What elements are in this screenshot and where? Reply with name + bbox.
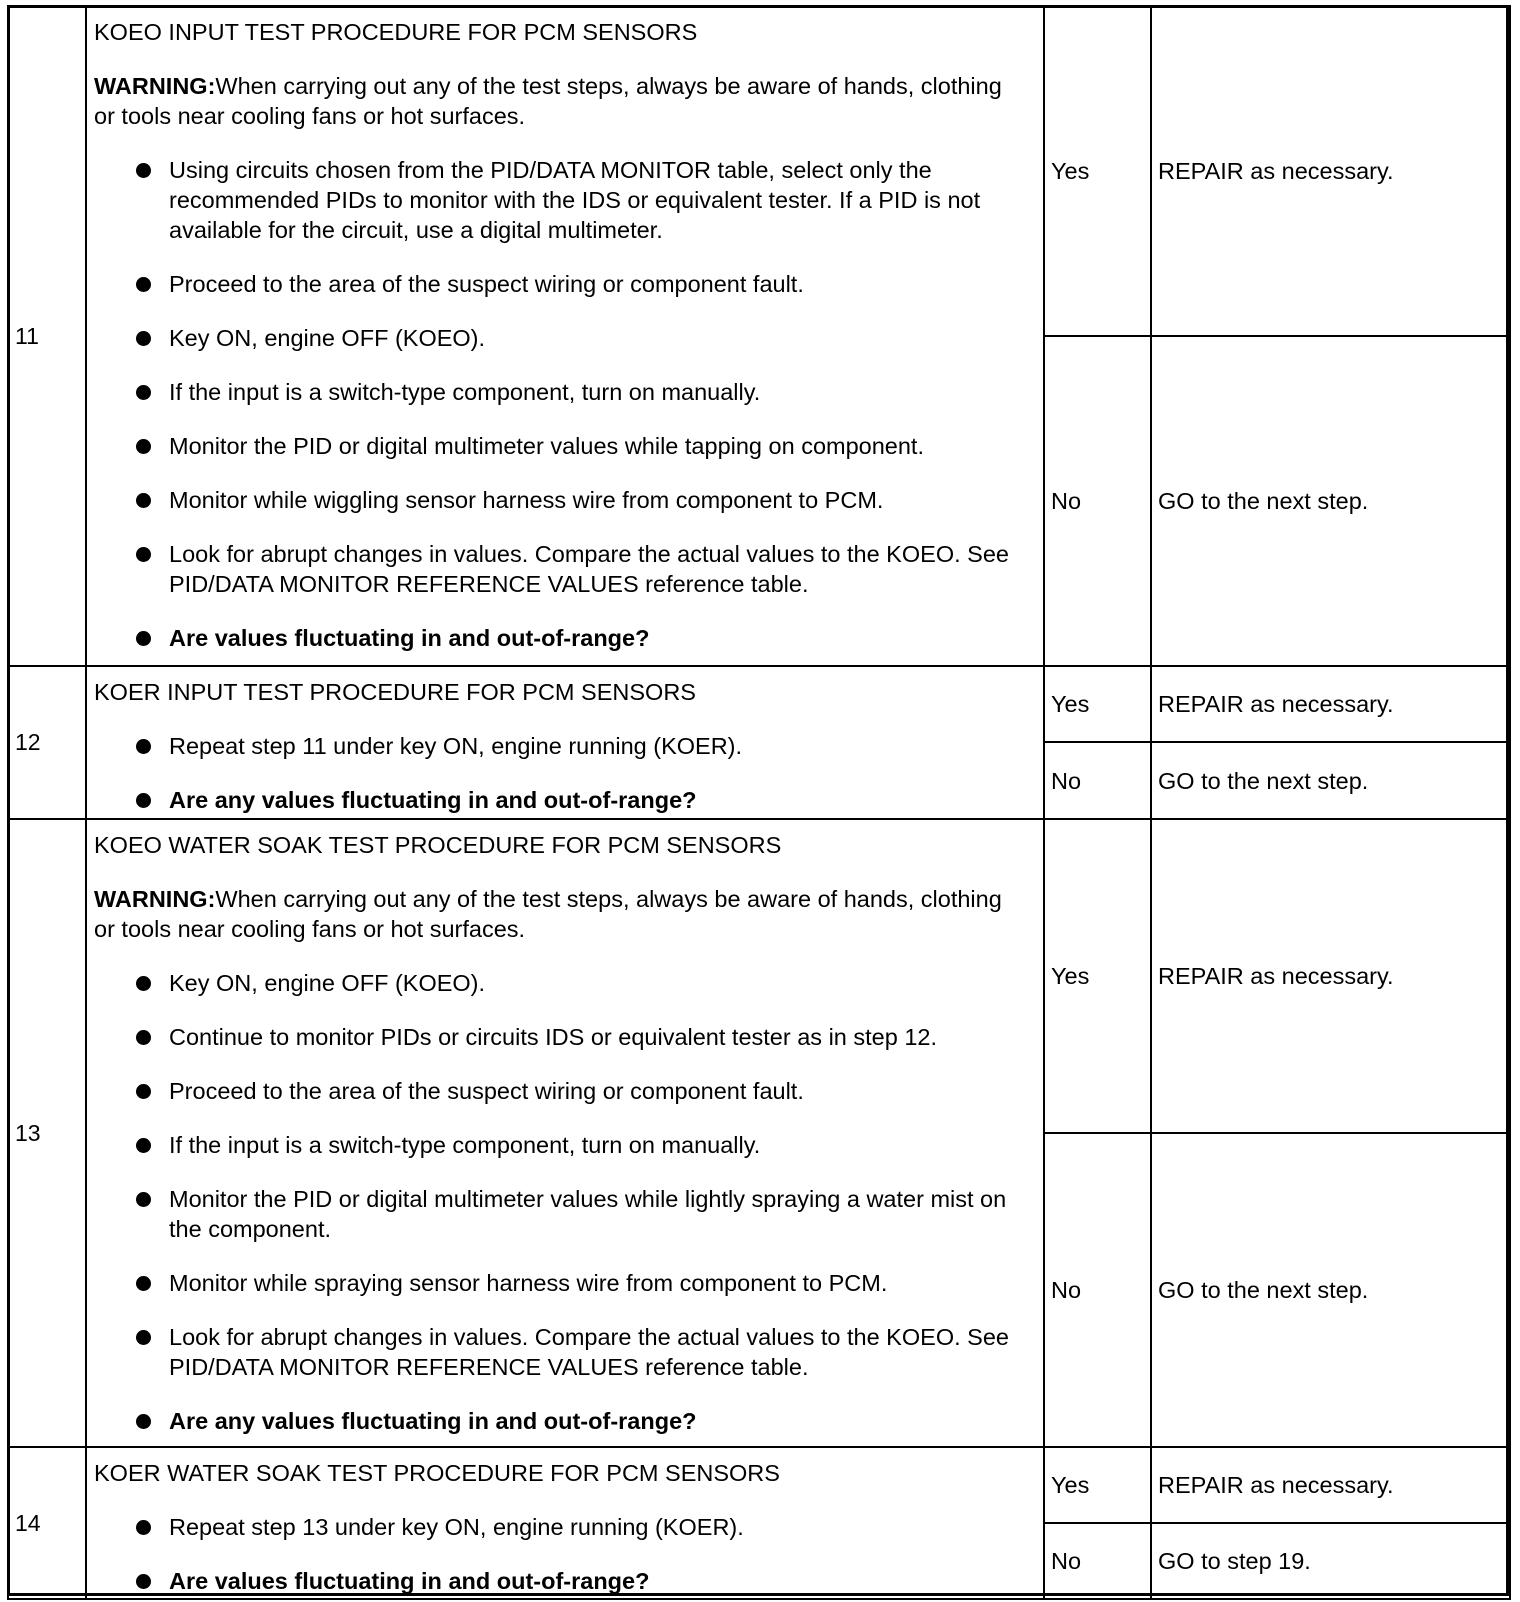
question-item: Are any values fluctuating in and out-of-range? xyxy=(94,1406,1023,1436)
warning-text: When carrying out any of the test steps, always be aware of hands, clothing or tools near cooling fans or hot surfaces. xyxy=(94,73,1002,129)
yes-label: Yes xyxy=(1044,1447,1151,1523)
yes-result: REPAIR as necessary. xyxy=(1151,666,1510,742)
list-item: Monitor the PID or digital multimeter values while tapping on component. xyxy=(94,431,1023,461)
question-item: Are values fluctuating in and out-of-range? xyxy=(94,623,1023,653)
yes-label: Yes xyxy=(1044,666,1151,742)
no-label: No xyxy=(1044,1133,1151,1447)
warning-text: When carrying out any of the test steps, always be aware of hands, clothing or tools near cooling fans or hot surfaces. xyxy=(94,886,1002,942)
step-number: 11 xyxy=(8,6,86,666)
yes-result: REPAIR as necessary. xyxy=(1151,6,1510,336)
step-number: 12 xyxy=(8,666,86,819)
list-item: Repeat step 11 under key ON, engine running (KOER). xyxy=(94,731,1023,761)
list-item: Key ON, engine OFF (KOEO). xyxy=(94,968,1023,998)
question-item: Are values fluctuating in and out-of-range? xyxy=(94,1566,1023,1596)
list-item: Look for abrupt changes in values. Compare the actual values to the KOEO. See PID/DATA MONITOR REFERENCE VALUES reference table. xyxy=(94,1322,1023,1382)
list-item: If the input is a switch-type component, turn on manually. xyxy=(94,377,1023,407)
warning-label: WARNING: xyxy=(94,886,216,912)
no-result: GO to the next step. xyxy=(1151,1133,1510,1447)
step-number: 14 xyxy=(8,1447,86,1599)
list-item: If the input is a switch-type component, turn on manually. xyxy=(94,1130,1023,1160)
step-title: KOER WATER SOAK TEST PROCEDURE FOR PCM SENSORS xyxy=(94,1460,780,1486)
step-title: KOEO WATER SOAK TEST PROCEDURE FOR PCM SENSORS xyxy=(94,832,782,858)
list-item: Using circuits chosen from the PID/DATA MONITOR table, select only the recommended PIDs to monitor with the IDS or equivalent tester. If a PID is not available for the circuit, use a digital multimeter. xyxy=(94,155,1023,245)
yes-label: Yes xyxy=(1044,819,1151,1133)
list-item: Repeat step 13 under key ON, engine running (KOER). xyxy=(94,1512,1023,1542)
warning-label: WARNING: xyxy=(94,73,216,99)
list-item: Proceed to the area of the suspect wiring or component fault. xyxy=(94,269,1023,299)
yes-result: REPAIR as necessary. xyxy=(1151,1447,1510,1523)
table-outer-border xyxy=(7,5,1509,1596)
list-item: Look for abrupt changes in values. Compare the actual values to the KOEO. See PID/DATA MONITOR REFERENCE VALUES reference table. xyxy=(94,539,1023,599)
step-title: KOEO INPUT TEST PROCEDURE FOR PCM SENSORS xyxy=(94,19,698,45)
no-label: No xyxy=(1044,1523,1151,1599)
list-item: Proceed to the area of the suspect wiring or component fault. xyxy=(94,1076,1023,1106)
yes-result: REPAIR as necessary. xyxy=(1151,819,1510,1133)
step-title: KOER INPUT TEST PROCEDURE FOR PCM SENSORS xyxy=(94,679,696,705)
no-result: GO to the next step. xyxy=(1151,336,1510,666)
list-item: Monitor while spraying sensor harness wire from component to PCM. xyxy=(94,1268,1023,1298)
question-item: Are any values fluctuating in and out-of-range? xyxy=(94,785,1023,815)
yes-label: Yes xyxy=(1044,6,1151,336)
step-number: 13 xyxy=(8,819,86,1447)
list-item: Monitor while wiggling sensor harness wire from component to PCM. xyxy=(94,485,1023,515)
no-label: No xyxy=(1044,742,1151,819)
no-result: GO to the next step. xyxy=(1151,742,1510,819)
list-item: Key ON, engine OFF (KOEO). xyxy=(94,323,1023,353)
no-result: GO to step 19. xyxy=(1151,1523,1510,1599)
no-label: No xyxy=(1044,336,1151,666)
list-item: Continue to monitor PIDs or circuits IDS or equivalent tester as in step 12. xyxy=(94,1022,1023,1052)
list-item: Monitor the PID or digital multimeter values while lightly spraying a water mist on the component. xyxy=(94,1184,1023,1244)
